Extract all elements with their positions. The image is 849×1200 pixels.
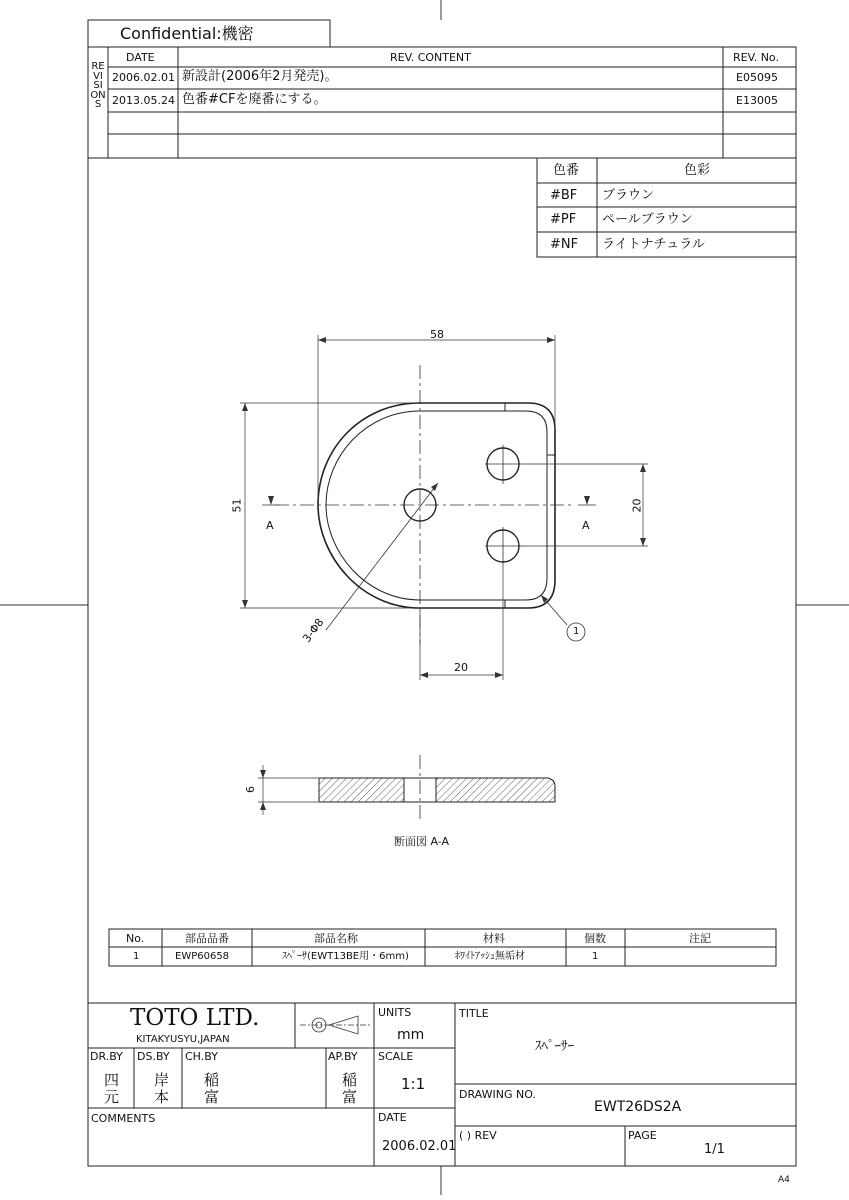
date-label: DATE (378, 1111, 407, 1124)
rev-label: ( ) REV (459, 1129, 497, 1142)
section-label: 断面図 A-A (394, 835, 450, 848)
ap-by-name-2: 富 (342, 1088, 358, 1106)
rev-row-date: 2006.02.01 (112, 71, 175, 84)
dim-height: 51 (230, 498, 244, 513)
ap-by-label: AP.BY (328, 1050, 358, 1063)
ch-by-name-2: 富 (204, 1088, 220, 1106)
parts-header-no: No. (126, 932, 145, 945)
paper-size: A4 (778, 1175, 790, 1185)
drawing-no: EWT26DS2A (594, 1099, 682, 1115)
color-code: #NF (550, 237, 579, 252)
units-label: UNITS (378, 1006, 412, 1019)
scale-label: SCALE (378, 1050, 414, 1063)
date-value: 2006.02.01 (382, 1139, 457, 1154)
dim-hole-spacing: 20 (630, 498, 644, 513)
scale-value: 1:1 (401, 1075, 426, 1093)
dim-hole-offset: 20 (454, 661, 468, 674)
title-label: TITLE (459, 1007, 489, 1020)
parts-row-name: ｽﾍﾟｰｻ(EWT13BE用・6mm) (282, 951, 409, 962)
section-mark-left: A (266, 519, 274, 532)
parts-row-part-no: EWP60658 (175, 951, 230, 962)
color-name: ブラウン (602, 188, 655, 203)
page-value: 1/1 (704, 1142, 725, 1157)
color-name: ライトナチュラル (602, 237, 705, 252)
ds-by-label: DS.BY (137, 1050, 170, 1063)
rev-header-content: REV. CONTENT (390, 51, 471, 64)
ds-by-name-2: 本 (154, 1088, 170, 1106)
parts-row-material: ﾎﾜｲﾄｱｯｼｭ無垢材 (455, 951, 525, 962)
parts-row-no: 1 (133, 951, 140, 962)
section-mark-right: A (582, 519, 590, 532)
rev-header-date: DATE (126, 51, 155, 64)
comments-label: COMMENTS (91, 1112, 156, 1125)
drawing-no-label: DRAWING NO. (459, 1088, 536, 1101)
units-value: mm (397, 1027, 425, 1043)
parts-header-name: 部品名称 (314, 932, 358, 945)
rev-row-content: 新設計(2006年2月発売)。 (182, 69, 338, 84)
page-label: PAGE (628, 1129, 657, 1142)
parts-header-material: 材料 (483, 932, 505, 945)
color-header-code: 色番 (553, 163, 580, 178)
color-name: ペールブラウン (602, 212, 693, 227)
dim-width: 58 (430, 328, 444, 341)
ch-by-label: CH.BY (185, 1050, 218, 1063)
color-code: #BF (550, 188, 578, 203)
parts-row-qty: 1 (592, 951, 599, 962)
rev-row-no: E13005 (736, 94, 778, 107)
ds-by-name-1: 岸 (154, 1071, 170, 1089)
confidential-label: Confidential:機密 (120, 24, 254, 43)
color-header-color: 色彩 (684, 163, 711, 178)
part-balloon: 1 (573, 626, 580, 637)
company-name: TOTO LTD. (130, 1005, 260, 1031)
rev-row-no: E05095 (736, 71, 778, 84)
dr-by-name-1: 四 (104, 1071, 120, 1089)
dr-by-name-2: 元 (104, 1088, 120, 1106)
drawing-title: ｽﾍﾟｰｻｰ (535, 1039, 574, 1054)
revisions-side-label: REVISIONS (90, 61, 106, 110)
dr-by-label: DR.BY (90, 1050, 123, 1063)
ap-by-name-1: 稲 (342, 1071, 358, 1089)
parts-header-qty: 個数 (584, 932, 606, 945)
parts-header-part-no: 部品品番 (185, 932, 229, 945)
hole-callout: 3-Φ8 (300, 615, 327, 646)
rev-row-content: 色番#CFを廃番にする。 (182, 92, 327, 107)
color-code: #PF (550, 212, 577, 227)
dim-thickness: 6 (244, 786, 257, 793)
ch-by-name-1: 稲 (204, 1071, 220, 1089)
company-location: KITAKYUSYU,JAPAN (136, 1034, 230, 1045)
parts-header-note: 注記 (689, 932, 711, 945)
rev-header-no: REV. No. (733, 51, 779, 64)
rev-row-date: 2013.05.24 (112, 94, 175, 107)
